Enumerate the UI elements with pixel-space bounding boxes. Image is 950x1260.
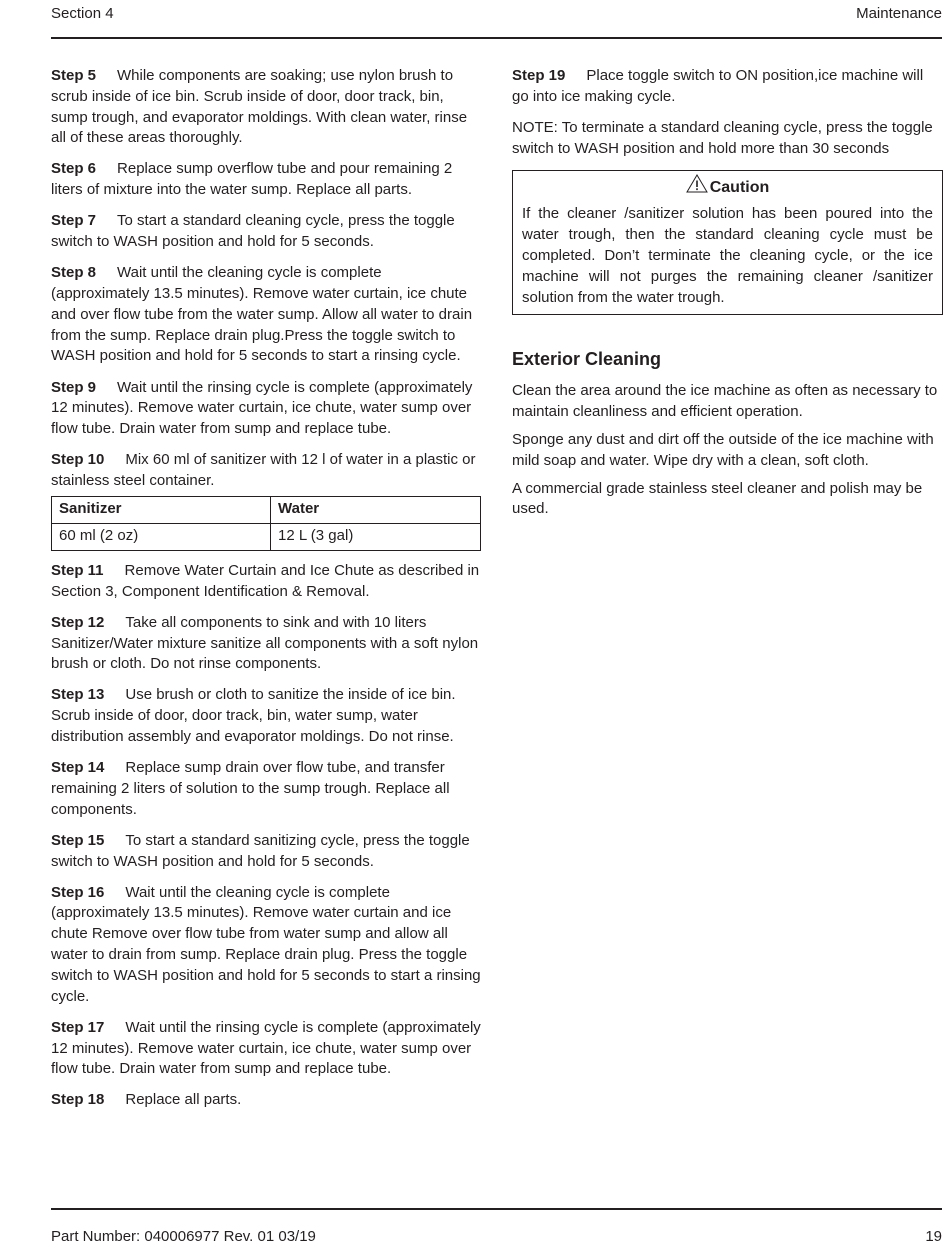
step-text: Wait until the cleaning cycle is complete (approximately 13.5 minutes). Remove water curtain, ice chute and over flow tube from the water sump. Allow all water to drain from the sump. Replace drain plug.Press the toggle switch to WASH position and hold for 5 seconds to start a rinsing cycle.: [51, 264, 473, 365]
step-9: [51, 378, 481, 440]
step-10: [51, 450, 481, 492]
section-label: Section 4: [51, 5, 114, 22]
step-text: Take all components to sink and with 10 liters Sanitizer/Water mixture sanitize all components with a soft nylon brush or cloth. Do not rinse components.: [51, 613, 479, 673]
step-number: Step 7: [51, 212, 97, 230]
step-14: [51, 758, 481, 820]
page-footer: [51, 1228, 942, 1246]
exterior-cleaning-heading: Exterior Cleaning: [512, 349, 662, 370]
table-cell: 60 ml (2 oz): [52, 523, 271, 550]
step-text: Wait until the cleaning cycle is complete (approximately 13.5 minutes). Remove water curtain and ice chute Remove over flow tube from water sump and allow all water to drain from sump. Replace drain plug. Press the toggle switch to WASH position and hold for 5 seconds to start a rinsing cycle.: [51, 883, 481, 1005]
step-number: Step 10: [51, 451, 105, 469]
terminate-note: NOTE: To terminate a standard cleaning cycle, press the toggle switch to WASH position and hold more than 30 seconds: [512, 118, 933, 157]
part-number: Part Number: 040006977 Rev. 01 03/19: [51, 1228, 316, 1245]
step-7: [51, 211, 481, 253]
step-12: [51, 613, 481, 675]
step-13: [51, 685, 481, 747]
left-column: [51, 66, 481, 1122]
step-text: Replace all parts.: [125, 1091, 242, 1109]
step-11: [51, 561, 481, 603]
caution-title: [522, 174, 933, 201]
caution-title-text: Caution: [709, 178, 770, 196]
table-header-cell: Water: [271, 496, 481, 523]
sanitizer-mix-table: [51, 496, 481, 551]
step-number: Step 12: [51, 613, 105, 631]
caution-body: If the cleaner /sanitizer solution has been poured into the water trough, then the standard cleaning cycle must be completed. Don’t terminate the cleaning cycle, or the ice machine will not purges the remaining cleaner /sanitizer solution from the water trough.: [522, 205, 933, 306]
page-number: 19: [925, 1228, 942, 1245]
warning-triangle-icon: [686, 174, 708, 201]
step-number: Step 11: [51, 561, 104, 579]
exterior-paragraph: Clean the area around the ice machine as often as necessary to maintain cleanliness and efficient operation.: [512, 382, 938, 421]
exterior-paragraph: A commercial grade stainless steel cleaner and polish may be used.: [512, 479, 923, 518]
step-number: Step 18: [51, 1091, 105, 1109]
table-header-cell: Sanitizer: [52, 496, 271, 523]
step-text: Replace sump drain over flow tube, and transfer remaining 2 liters of solution to the sump trough. Replace all components.: [51, 759, 450, 818]
table-cell: 12 L (3 gal): [271, 523, 481, 550]
step-number: Step 14: [51, 759, 105, 777]
step-15: [51, 831, 481, 873]
step-text: Replace sump overflow tube and pour remaining 2 liters of mixture into the water sump. Replace all parts.: [51, 160, 453, 199]
step-number: Step 6: [51, 160, 97, 178]
step-17: [51, 1018, 481, 1080]
step-5: [51, 66, 481, 149]
chapter-label: Maintenance: [856, 5, 942, 22]
exterior-paragraph: Sponge any dust and dirt off the outside of the ice machine with mild soap and water. Wipe dry with a clean, soft cloth.: [512, 431, 934, 469]
footer-rule: [51, 1208, 942, 1210]
step-19: [512, 66, 943, 108]
step-text: While components are soaking; use nylon brush to scrub inside of ice bin. Scrub inside of door, door track, bin, sump trough, and evaporator moldings. With clean water, rinse all of these areas thoroughly.: [51, 67, 468, 147]
step-number: Step 19: [512, 67, 566, 84]
step-number: Step 8: [51, 264, 97, 282]
header-rule: [51, 37, 942, 39]
table-header-row: [52, 496, 481, 523]
step-number: Step 9: [51, 378, 97, 396]
step-text: Place toggle switch to ON position,ice machine will go into ice making cycle.: [512, 67, 924, 105]
table-row: [52, 523, 481, 550]
page-header: [51, 5, 942, 23]
step-number: Step 13: [51, 686, 105, 704]
step-text: To start a standard cleaning cycle, press the toggle switch to WASH position and hold for 5 seconds.: [51, 212, 455, 251]
step-6: [51, 159, 481, 201]
step-18: [51, 1090, 481, 1111]
step-number: Step 16: [51, 883, 105, 901]
step-text: Remove Water Curtain and Ice Chute as described in Section 3, Component Identification & Removal.: [51, 561, 480, 600]
step-number: Step 5: [51, 67, 97, 84]
step-text: To start a standard sanitizing cycle, press the toggle switch to WASH position and hold for 5 seconds.: [51, 831, 470, 870]
step-number: Step 15: [51, 831, 105, 849]
step-text: Mix 60 ml of sanitizer with 12 l of water in a plastic or stainless steel container.: [51, 451, 476, 490]
right-column: [512, 66, 943, 527]
step-text: Wait until the rinsing cycle is complete (approximately 12 minutes). Remove water curtain, ice chute, water sump over flow tube. Drain water from sump and replace tube.: [51, 378, 473, 438]
step-text: Use brush or cloth to sanitize the inside of ice bin. Scrub inside of door, door track, bin, water sump, water distribution assembly and evaporator moldings. Do not rinse.: [51, 686, 456, 745]
step-number: Step 17: [51, 1018, 105, 1036]
caution-box: [512, 170, 943, 315]
step-16: [51, 883, 481, 1008]
step-text: Wait until the rinsing cycle is complete (approximately 12 minutes). Remove water curtain, ice chute, water sump over flow tube. Drain water from sump and replace tube.: [51, 1018, 481, 1078]
step-8: [51, 263, 481, 367]
